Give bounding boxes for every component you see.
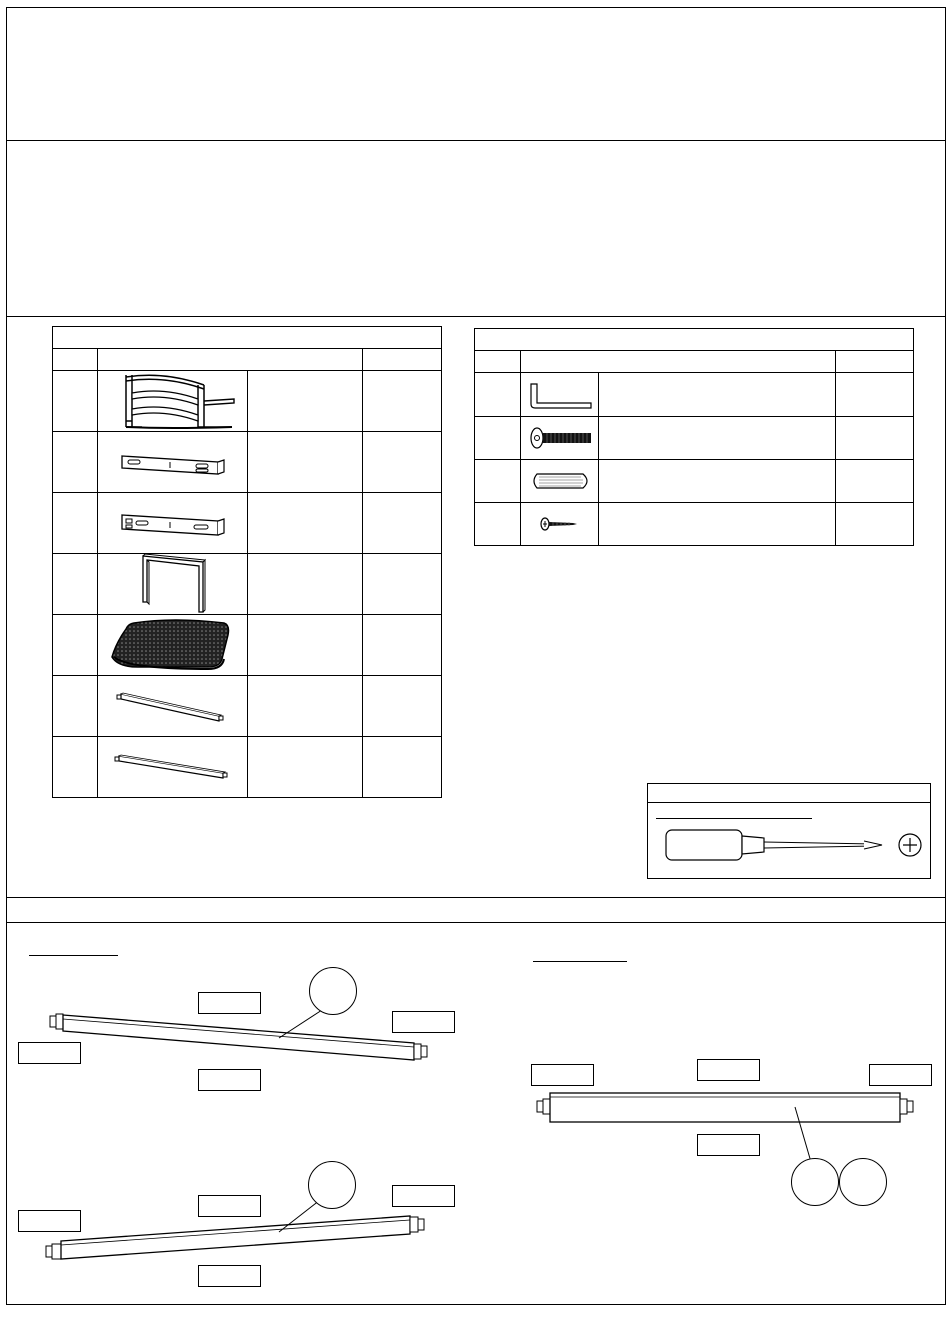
label-box — [18, 1210, 81, 1232]
part-callout-circle — [791, 1158, 839, 1206]
label-box — [18, 1042, 81, 1064]
label-box — [392, 1185, 455, 1207]
part-callout-circle — [839, 1158, 887, 1206]
label-box — [198, 992, 261, 1014]
part-callout-circle — [309, 967, 357, 1015]
label-box — [392, 1011, 455, 1033]
part-callout-circle — [308, 1161, 356, 1209]
side-rail-diagram-1 — [50, 1010, 427, 1060]
label-box — [198, 1069, 261, 1091]
label-box — [198, 1195, 261, 1217]
label-box — [869, 1064, 932, 1086]
label-box — [697, 1059, 760, 1081]
label-box — [198, 1265, 261, 1287]
label-box — [697, 1134, 760, 1156]
label-box — [531, 1064, 594, 1086]
